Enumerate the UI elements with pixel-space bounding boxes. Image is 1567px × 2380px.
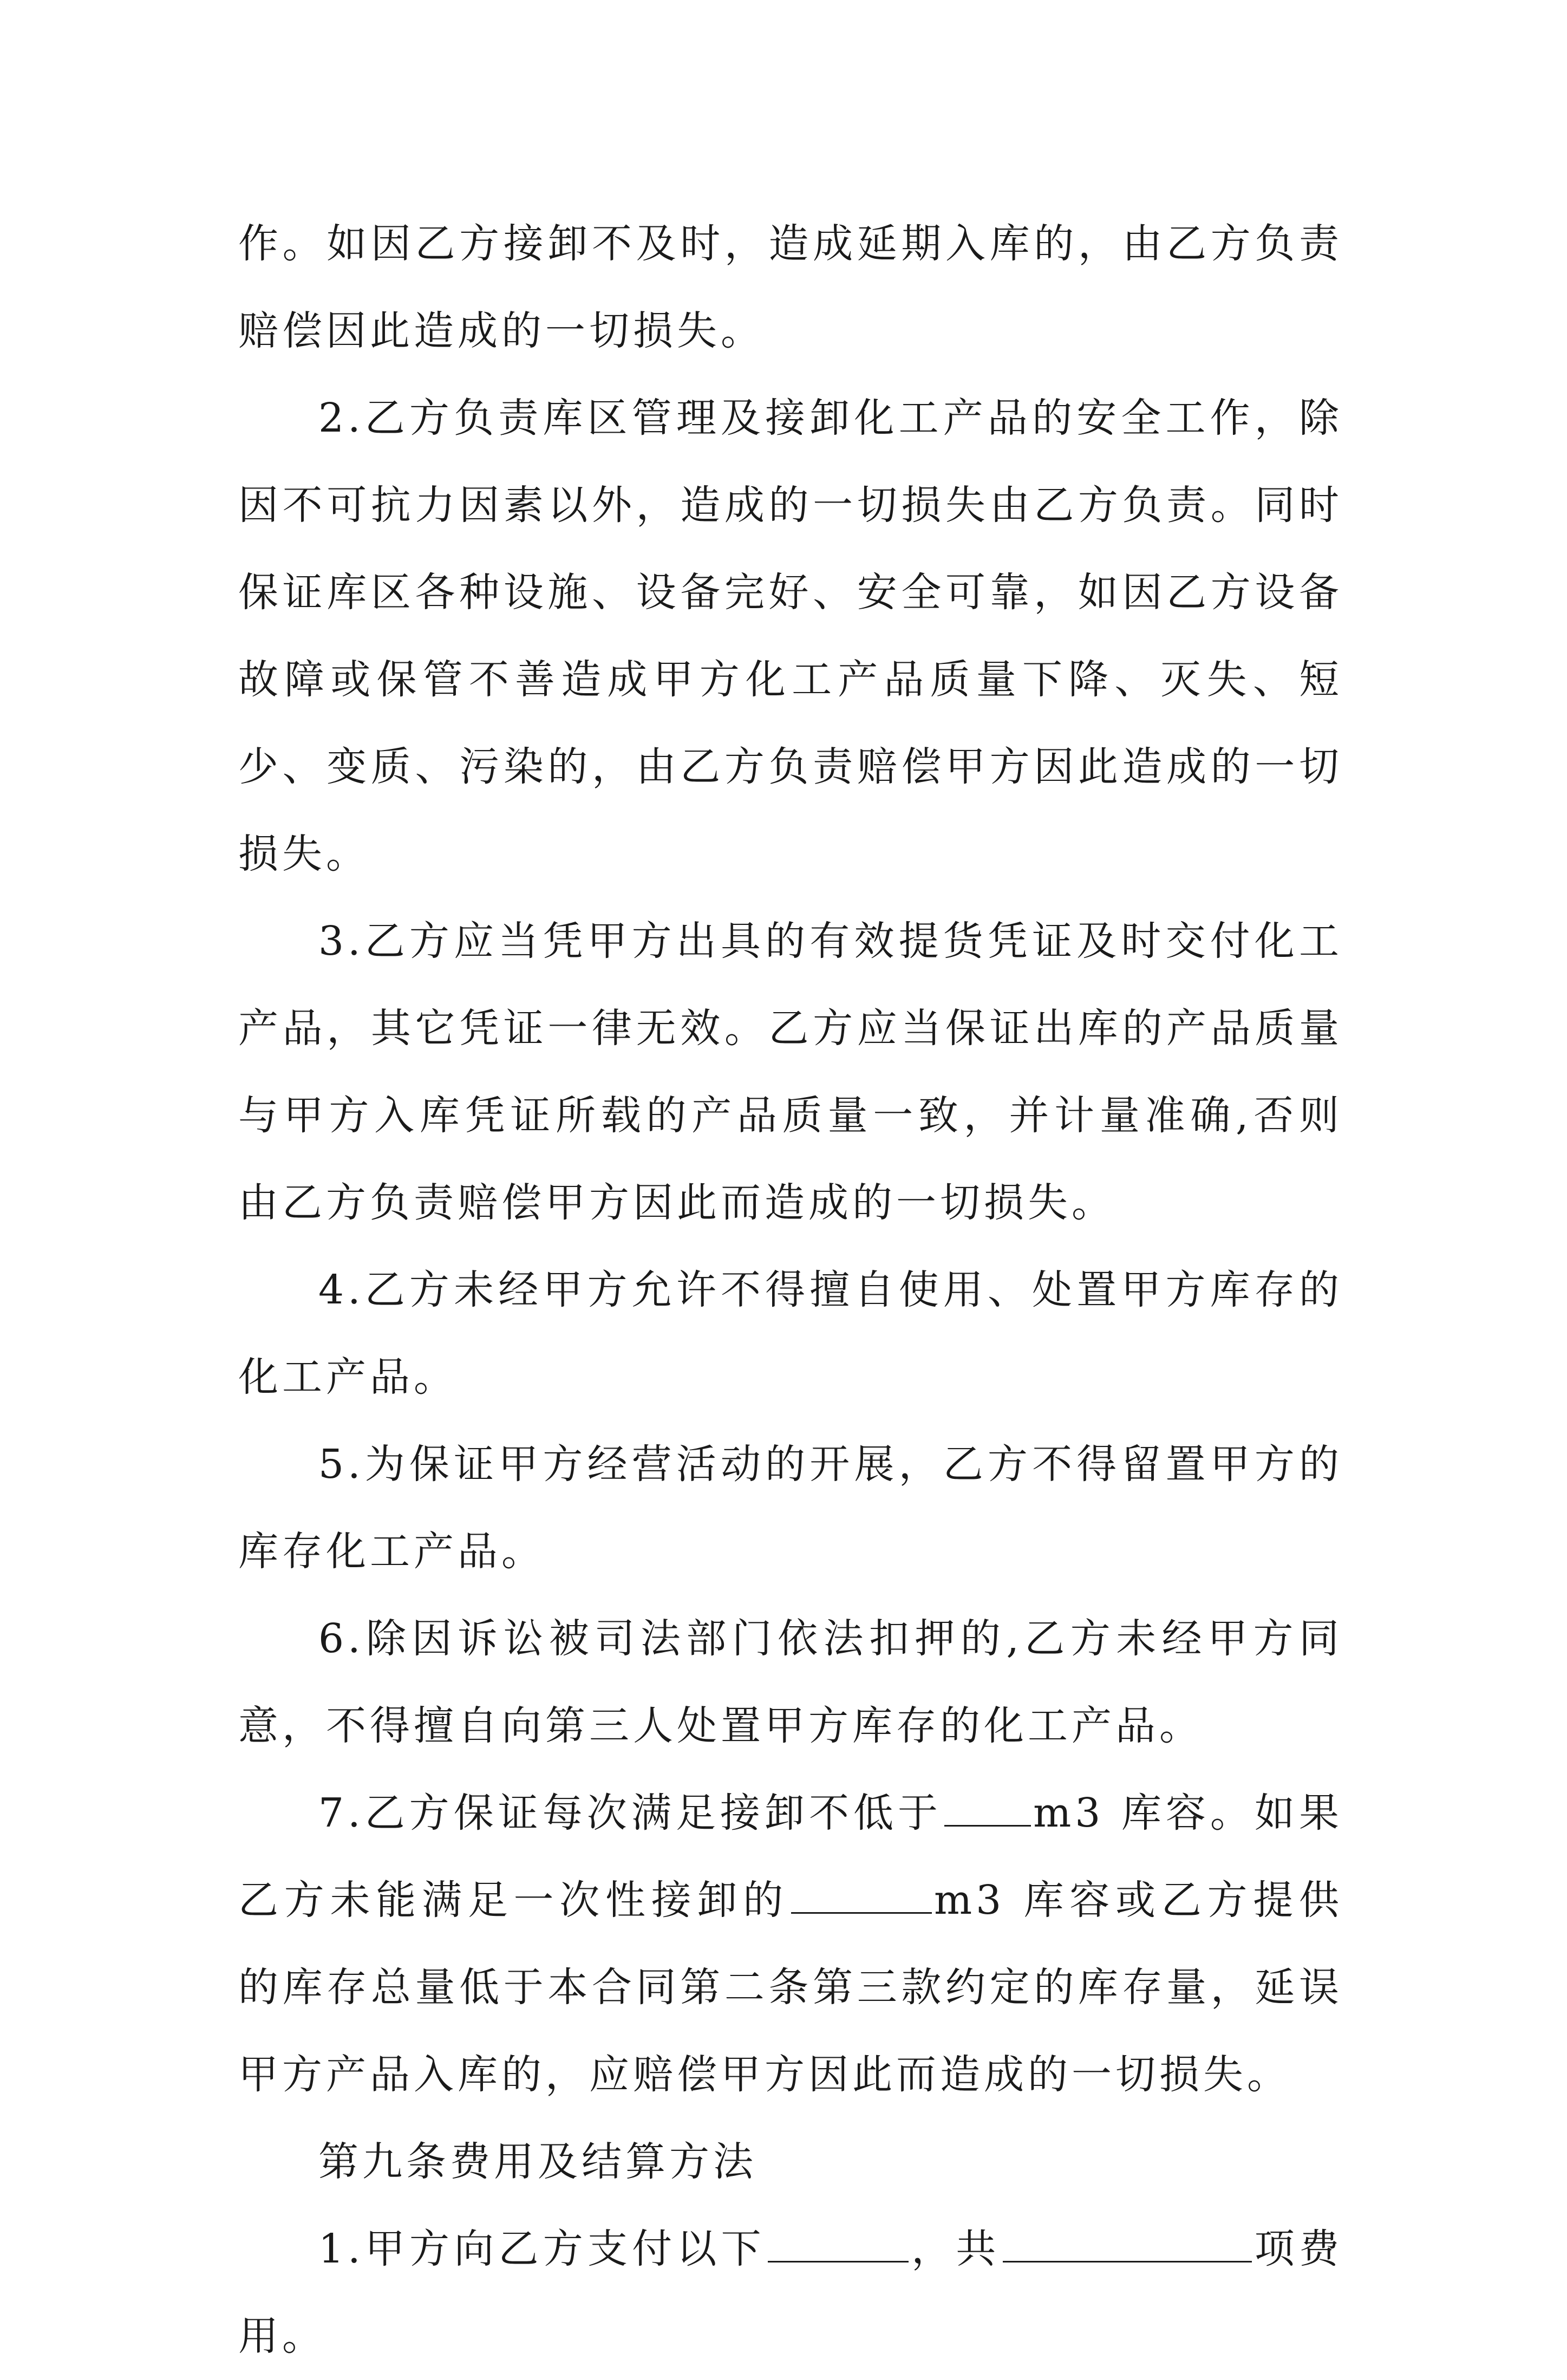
clause-6: 6.除因诉讼被司法部门依法扣押的,乙方未经甲方同意，不得擅自向第三人处置甲方库存的化工产品。 [238, 1615, 1343, 1749]
paragraph-continued: 作。如因乙方接卸不及时，造成延期入库的，由乙方负责赔偿因此造成的一切损失。 [238, 220, 1343, 354]
clause-4: 4.乙方未经甲方允许不得擅自使用、处置甲方库存的化工产品。 [238, 1267, 1343, 1400]
clause-7-text-1: 7.乙方保证每次满足接卸不低于 [318, 1790, 943, 1836]
article-9-clause-1 [238, 2206, 1343, 2380]
clause-3: 3.乙方应当凭甲方出具的有效提货凭证及时交付化工产品，其它凭证一律无效。乙方应当保证出库的产品质量与甲方入库凭证所载的产品质量一致，并计量准确,否则由乙方负责赔偿甲方因此而造成的一切损失。 [238, 918, 1343, 1226]
fill-blank-fee-count[interactable] [1003, 2223, 1252, 2262]
article-9-clause-1-text-1: 1.甲方向乙方支付以下 [318, 2226, 766, 2272]
document-body [238, 200, 1343, 2380]
clause-7-text-3: m3 库容或乙方提供的库存总量低于本合同第二条第三款约定的库存量，延误甲方产品入库的，应赔偿甲方因此而造成的一切损失。 [238, 1877, 1343, 2098]
clause-5: 5.为保证甲方经营活动的开展，乙方不得留置甲方的库存化工产品。 [238, 1441, 1343, 1575]
fill-blank-min-capacity[interactable] [944, 1787, 1031, 1827]
article-9-clause-1-text-3: 项费用。 [238, 2226, 1343, 2359]
clause-2: 2.乙方负责库区管理及接卸化工产品的安全工作，除因不可抗力因素以外，造成的一切损失由乙方负责。同时保证库区各种设施、设备完好、安全可靠，如因乙方设备故障或保管不善造成甲方化工产品质量下降、灭失、短少、变质、污染的，由乙方负责赔偿甲方因此造成的一切损失。 [238, 395, 1343, 877]
fill-blank-one-time-capacity[interactable] [791, 1874, 932, 1914]
fill-blank-fee-items[interactable] [768, 2223, 909, 2262]
article-9-heading: 第九条费用及结算方法 [318, 2138, 757, 2185]
article-9-clause-1-text-2: ，共 [910, 2226, 1001, 2272]
clause-7 [238, 1770, 1343, 2118]
clause-7-text-2: m3 库容。如果乙方未能满足一次性接卸的 [238, 1790, 1343, 1923]
